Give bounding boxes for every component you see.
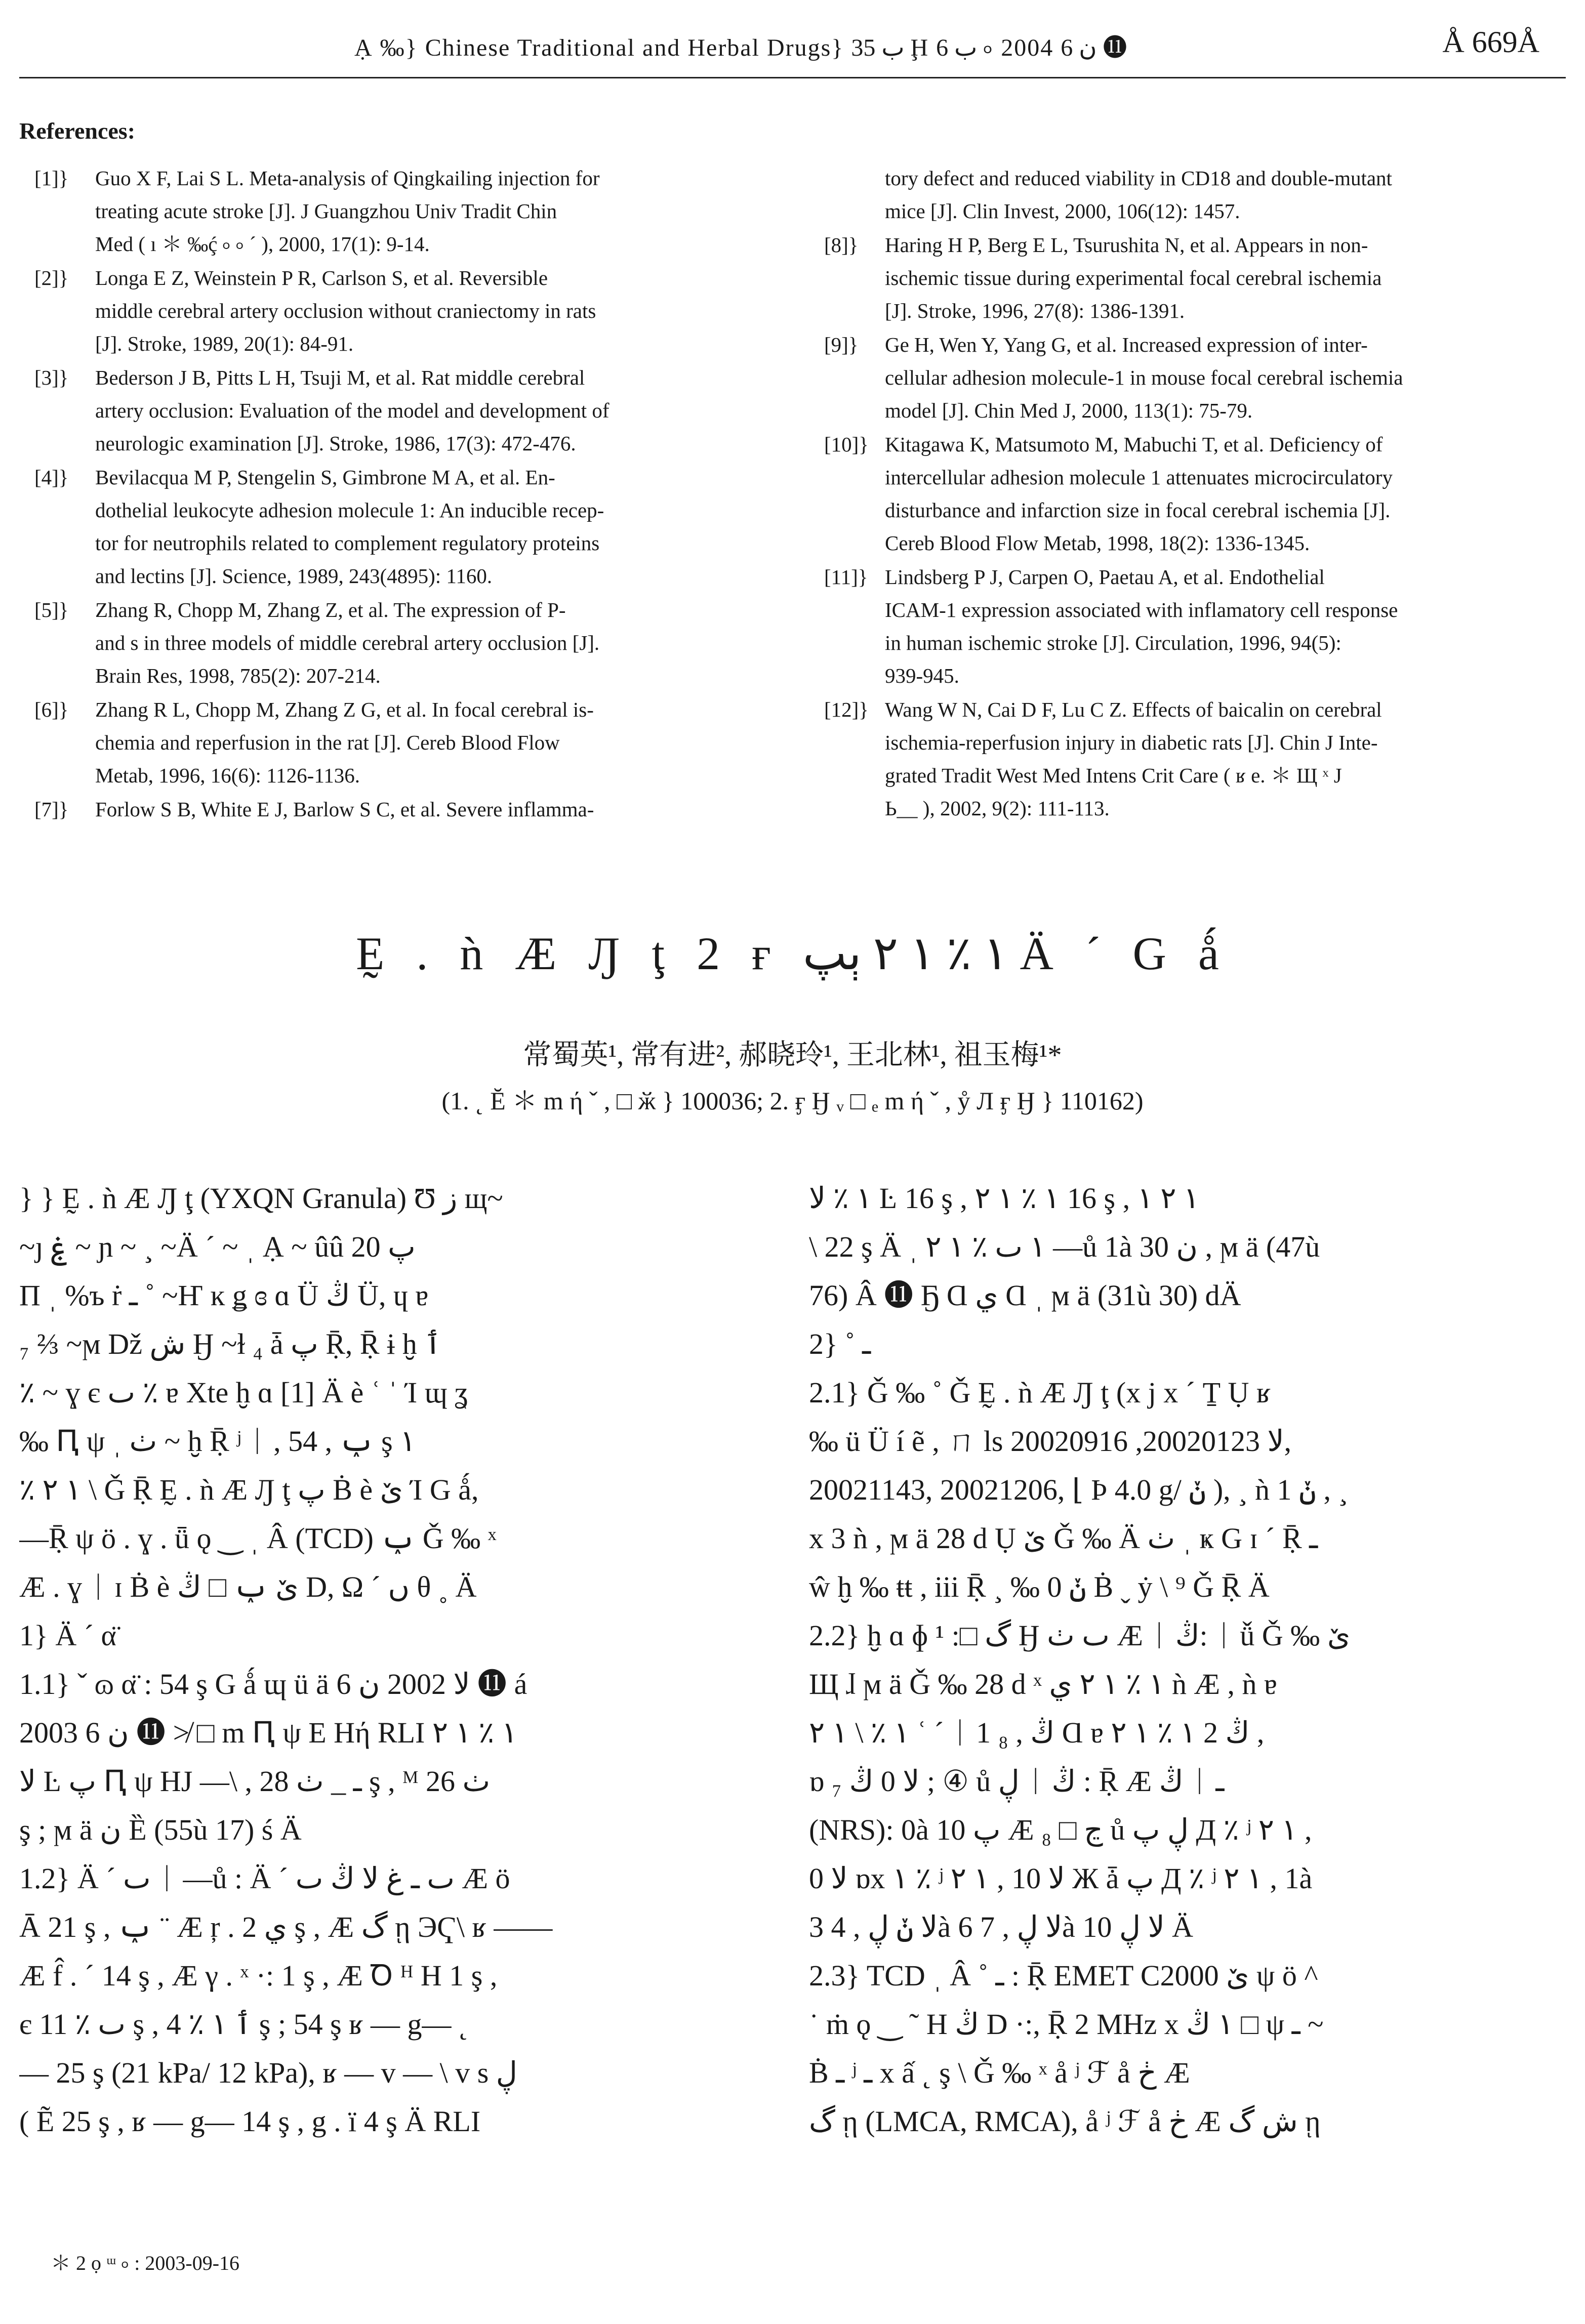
body-text-line: (NRS): 0à 10 پ Æ ڃ □ ₈ ů ڸ پ Д ٪ ʲ ١ ٢ , bbox=[809, 1813, 1312, 1846]
reference-number: [1]} bbox=[34, 167, 69, 190]
reference-entry bbox=[809, 428, 1548, 560]
reference-line: Zhang R L, Chopp M, Zhang Z G, et al. In focal cerebral is- bbox=[95, 698, 594, 721]
references-heading: References: bbox=[19, 118, 136, 144]
reference-entry bbox=[809, 229, 1548, 327]
reference-line: artery occlusion: Evaluation of the model and development of bbox=[95, 399, 609, 422]
running-header bbox=[0, 25, 1585, 84]
reference-line: treating acute stroke [J]. J Guangzhou Univ Tradit Chin bbox=[95, 199, 557, 223]
reference-number: [6]} bbox=[34, 698, 69, 721]
reference-line: Guo X F, Lai S L. Meta-analysis of Qingkailing injection for bbox=[95, 167, 600, 190]
references-right-column bbox=[809, 162, 1548, 826]
reference-line: Zhang R, Chopp M, Zhang Z, et al. The expression of P- bbox=[95, 598, 566, 621]
reference-entry bbox=[19, 461, 748, 593]
reference-entry bbox=[19, 793, 748, 826]
body-text-line: Æ . ɣ ᛁ ɪ Ḃ è ێ ݕ □ ڭ D, Ω ˊ ں θ ˳ Ä bbox=[19, 1570, 477, 1603]
author-list: 常蜀英¹, 常有进², 郝晓玲¹, 王北林¹, 祖玉梅¹* bbox=[523, 1040, 1062, 1071]
reference-entry bbox=[809, 162, 1548, 228]
reference-line: Ь__ ), 2002, 9(2): 111-113. bbox=[885, 797, 1110, 820]
reference-entry bbox=[19, 162, 748, 261]
reference-line: Longa E Z, Weinstein P R, Carlson S, et al. Reversible bbox=[95, 266, 548, 289]
reference-line: dothelial leukocyte adhesion molecule 1: An inducible recep- bbox=[95, 499, 604, 522]
reference-number: [5]} bbox=[34, 598, 69, 621]
body-text-line: ~ȷ ۼ ~ ɲ ~ ¸ ~Ä ˊ ~ ˌ Ạ ~ ûû پ 20 bbox=[19, 1230, 416, 1263]
body-text-line: ‰ Ԥ ψ ˌ ٺ ~ ḫ Ṝ ʲ ᛁ , ݕ , 54 ş ١ bbox=[19, 1425, 416, 1458]
reference-number: [11]} bbox=[824, 565, 868, 589]
reference-number: [3]} bbox=[34, 366, 69, 389]
body-text-line: 2.1} Ǧ ‰ ˚ Ǧ Ḛ . ǹ Æ Ԓ ţ (x j x ˊ Ṯ Ụ ʁ bbox=[809, 1376, 1271, 1409]
body-text-line: Щ ɺ ϻ ä Ǧ ‰ 28 d ˣ ١ ٪ ١ ٢ ي ǹ Æ , ǹ ɐ bbox=[809, 1668, 1277, 1700]
body-text-line: 0 ﻻ ɒx ١ ٪ ʲ ١ ٢ , 10 ﻻ Ж ǡ پ Д ٪ ʲ ١ ٢ , 1à bbox=[809, 1862, 1313, 1895]
reference-line: [J]. Stroke, 1996, 27(8): 1386-1391. bbox=[885, 299, 1185, 322]
reference-line: neurologic examination [J]. Stroke, 1986, 17(3): 472-476. bbox=[95, 432, 576, 455]
body-text-line: ﻻ Ŀ پ Ԥ ψ HJ —\ , ـ _ ٺ 28 ş , ᴹ ٺ 26 bbox=[19, 1765, 491, 1798]
body-text-line: 1.2} Ä ˊ ٮ ᛁ —ů : Ä ˊ ٮ ـ غ ﻻ ڭ ٮ Æ ö bbox=[19, 1862, 510, 1895]
body-text-line: —Ṝ ψ ö . ɣ . ǖ ǫ ‿ ˌ Â (TCD) ݕ Ǧ ‰ ˣ bbox=[19, 1522, 497, 1555]
reference-line: Forlow S B, White E J, Barlow S C, et al. Severe inflamma- bbox=[95, 798, 594, 821]
reference-line: model [J]. Chin Med J, 2000, 113(1): 75-79. bbox=[885, 399, 1253, 422]
reference-line: Lindsberg P J, Carpen O, Paetau A, et al. Endothelial bbox=[885, 565, 1325, 589]
reference-entry bbox=[809, 328, 1548, 427]
reference-line: and lectins [J]. Science, 1989, 243(4895): 1160. bbox=[95, 564, 493, 588]
body-text-line: x 3 ǹ , ϻ ä 28 d Ụ ێ Ǧ ‰ Ä ٺ ˌ ҝ G ɪ ˊ Ṝ ـ bbox=[809, 1522, 1318, 1555]
body-text-line: 2.3} TCD ˌ Â ˚ ـ : Ṝ EMET C2000 ێ ψ ö ^ bbox=[809, 1959, 1318, 1992]
reference-line: mice [J]. Clin Invest, 2000, 106(12): 1457. bbox=[885, 199, 1240, 223]
reference-line: Kitagawa K, Matsumoto M, Mabuchi T, et al. Deficiency of bbox=[885, 433, 1383, 456]
reference-line: Haring H P, Berg E L, Tsurushita N, et al. Appears in non- bbox=[885, 233, 1368, 257]
body-text-line: 2} ˚ ـ bbox=[809, 1327, 871, 1360]
reference-line: disturbance and infarction size in focal cerebral ischemia [J]. bbox=[885, 499, 1391, 522]
reference-line: tory defect and reduced viability in CD18 and double-mutant bbox=[885, 167, 1392, 190]
reference-entry bbox=[809, 693, 1548, 825]
body-text-line: 76) Â ⓫ Ҕ Ɑ ي Ɑ ˌ ϻ ä (31ù 30) dÄ bbox=[809, 1279, 1241, 1312]
reference-entry bbox=[809, 561, 1548, 692]
page-number: Å 669Å bbox=[1442, 25, 1539, 59]
reference-number: [7]} bbox=[34, 798, 69, 821]
header-rule bbox=[19, 77, 1566, 78]
article-title: Ḛ . ǹ Æ Ԓ ţ 2 ғ ١ ٪ ١ ٢ ٻپ Ä ˊ G ǻ bbox=[356, 928, 1229, 979]
reference-line: cellular adhesion molecule-1 in mouse focal cerebral ischemia bbox=[885, 366, 1403, 389]
body-text-line: П ˌ %ъ ṙ ـ ˚ ~Ҥ ĸ ǥ ɞ ɑ Ü ڭ Ü, ɥ ɐ bbox=[19, 1279, 429, 1312]
reference-line: ischemia-reperfusion injury in diabetic rats [J]. Chin J Inte- bbox=[885, 731, 1378, 754]
reference-line: ischemic tissue during experimental focal cerebral ischemia bbox=[885, 266, 1382, 289]
reference-line: middle cerebral artery occlusion without craniectomy in rats bbox=[95, 299, 596, 322]
reference-line: Med ( ı ＊ ‰ḉ ৹ ৹ ˊ ), 2000, 17(1): 9-14. bbox=[95, 232, 430, 256]
reference-line: chemia and reperfusion in the rat [J]. Cereb Blood Flow bbox=[95, 731, 560, 754]
reference-number: [9]} bbox=[824, 333, 859, 356]
body-text-line: ‰ ü Ü í ẽ , ㄇ ls ﻻ 20020123, 20020916, bbox=[809, 1425, 1292, 1458]
reference-entry bbox=[19, 361, 748, 460]
body-text-line: Ā 21 ş , ݕ ¨ Æ ŗ . ي 2 ş , Æ گ ῃ ЭҀ\ ʁ —— bbox=[19, 1911, 553, 1943]
reference-number: [12]} bbox=[824, 698, 869, 721]
author-affiliation: (1. ˛ Ĕ ＊ m ή ˇ , □ ӂ } 100036; 2. ӻ Ӈ ᵥ □ ₑ m ή ˇ , ẙ Л ӻ Ӈ } 110162) bbox=[441, 1087, 1144, 1115]
body-text-line: ١ ٪ \ ١ ٢ ʿ ˊ ᛁ 1 ڭ , ₈ Ɑ ɐ ١ ٪ ١ ٢ 2 ڭ , bbox=[809, 1716, 1265, 1749]
body-text-line: } } Ḛ . ǹ Æ Ԓ ţ (YXQN Granula) Ʊ ز щ~ bbox=[19, 1182, 503, 1215]
body-text-line: 20021143, 20021206, ⌊ Ϸ 4.0 g/ ݩ ), ¸ ǹ 1 ݩ , ¸ bbox=[809, 1473, 1348, 1506]
reference-line: and s in three models of middle cerebral artery occlusion [J]. bbox=[95, 631, 600, 654]
reference-entry bbox=[19, 693, 748, 792]
reference-line: tor for neutrophils related to complement regulatory proteins bbox=[95, 531, 600, 555]
body-text-line: є ٮ ٪ 11 ş , ٲ ١ ٪ 4 ş ; 54 ş ʁ — g— ˛ bbox=[19, 2008, 469, 2041]
body-text-line: Ḃ ـ ʲ ـ x ấ ˛ ş \ Ǧ ‰ ˣ å ʲ ℱ å ڂ Æ bbox=[809, 2056, 1190, 2089]
body-text-line: ₇ ⅔ ~ϻ Dž ش Ӈ ~ɫ ₄ ǡ پ Ṝ, Ṝ ɨ ḫ ٲ bbox=[19, 1327, 442, 1360]
reference-line: [J]. Stroke, 1989, 20(1): 84-91. bbox=[95, 332, 354, 355]
reference-line: Brain Res, 1998, 785(2): 207-214. bbox=[95, 664, 381, 687]
body-left-column bbox=[19, 1174, 748, 2146]
reference-line: 939-945. bbox=[885, 664, 959, 687]
body-text-line: Æ f̂ . ˊ 14 ş , Æ γ . ˣ ·: 1 ş , Æ Ꝺ ᴴ H 1 ş , bbox=[19, 1959, 498, 1992]
body-text-line: 1.1} ˇ ɷ α̈ : 54 ş G ǻ ɰ ü ä ﻻ 2002 ن 6 ⓫ á bbox=[19, 1668, 527, 1700]
journal-name: Ạ ‰} Chinese Traditional and Herbal Drugs} ب 35 Ḩ ب 6 ৹ 2004 ن 6 ⓫ bbox=[354, 34, 1127, 61]
reference-number: [4]} bbox=[34, 466, 69, 489]
body-text-line: ş ; ϻ ä ن Ȅ (55ù 17) ś Ä bbox=[19, 1813, 302, 1846]
body-text-line: 2003 ن 6 ⓫ ≯ □ m Ԥ ψ E Hή RLI ١ ٪ ١ ٢ bbox=[19, 1716, 517, 1749]
reference-entry bbox=[19, 262, 748, 360]
reference-line: Cereb Blood Flow Metab, 1998, 18(2): 1336-1345. bbox=[885, 531, 1310, 555]
body-text-line: 2.2} ḫ ɑ ɸ گ □: ¹ Ӈ ٮ ٺ Æ ᛁ ڭ: ᛁ ǚ Ǧ ‰ ێ bbox=[809, 1619, 1351, 1652]
body-text-line: ɒ ₇ ﻻ 0 ڭ ; ④ ů ڸ ᛁ ڭ : Ṝ Æ ڭ ᛁ ـ bbox=[809, 1765, 1225, 1798]
body-text-line: — 25 ş (21 kPa/ 12 kPa), ʁ — v — \ v s ڸ bbox=[19, 2056, 517, 2089]
reference-line: Bevilacqua M P, Stengelin S, Gimbrone M A, et al. En- bbox=[95, 466, 555, 489]
body-text-line: \ 22 ş Ä ˌ ١ ٮ ٪ ١ ٢ —ů 1à 30 ن , ϻ ä (47ù bbox=[809, 1230, 1320, 1263]
body-text-line: 3 ﻻ ݩ ڸ , 4à 6 ﻻ ڸ , 7à 10 ﻻ ڸ Ä bbox=[809, 1911, 1194, 1943]
body-text-line: ŵ ḫ ‰ ŧŧ , iii Ṝ ¸ ‰ 0 ݩ Ḃ ˬ ẏ \ ⁹ Ǧ Ṝ Ä bbox=[809, 1570, 1270, 1603]
body-text-line: 1} Ä ˊ α̈ bbox=[19, 1619, 116, 1652]
body-right-column bbox=[809, 1174, 1548, 2146]
body-text-line: ( Ẽ 25 ş , ʁ — g— 14 ş , g . ï 4 ş Ä RLI bbox=[19, 2105, 481, 2138]
reference-line: grated Tradit West Med Intens Crit Care ( ʁ e. ＊ Щ ˣ J bbox=[885, 764, 1342, 787]
reference-number: [8]} bbox=[824, 233, 859, 257]
reference-line: intercellular adhesion molecule 1 attenuates microcirculatory bbox=[885, 466, 1393, 489]
body-text-line: گ ῃ (LMCA, RMCA), å ʲ ℱ å ڂ Æ ش گ ῃ bbox=[809, 2105, 1321, 2138]
reference-number: [2]} bbox=[34, 266, 69, 289]
body-text-line: ١ ٪ ﻻ Ŀ 16 ş , ١ ٪ ١ ٢ 16 ş , ١ ٢ ١ bbox=[809, 1182, 1200, 1215]
body-text-line: ٪ ~ ɣ є ٮ ٪ ɐ Xte ḫ ɑ [1] Ä ѐ ʿ ˈ Ί ɰ ʓ bbox=[19, 1376, 468, 1409]
reference-number: [10]} bbox=[824, 433, 869, 456]
reference-line: ICAM-1 expression associated with inflamatory cell response bbox=[885, 598, 1398, 621]
body-text-line: ˙ ṁ ǫ ‿ ˜ H ڭ D ·:, Ṝ 2 MHz x ١ ڭ □ ψ ـ ~ bbox=[809, 2008, 1324, 2041]
reference-entry bbox=[19, 594, 748, 692]
reference-line: Metab, 1996, 16(6): 1126-1136. bbox=[95, 764, 360, 787]
reference-line: Bederson J B, Pitts L H, Tsuji M, et al. Rat middle cerebral bbox=[95, 366, 585, 389]
body-text-line: ٪ ١ ٢ \ Ǧ Ṝ Ḛ . ǹ Æ Ԓ ţ پ Ḃ è ێ Ί G ǻ, bbox=[19, 1473, 479, 1506]
references-left-column bbox=[19, 162, 748, 827]
reference-line: in human ischemic stroke [J]. Circulation, 1996, 94(5): bbox=[885, 631, 1342, 654]
reference-line: Ge H, Wen Y, Yang G, et al. Increased expression of inter- bbox=[885, 333, 1368, 356]
reference-line: Wang W N, Cai D F, Lu C Z. Effects of baicalin on cerebral bbox=[885, 698, 1382, 721]
received-date-footnote: ＊ 2 ọ ᵚ ৹ : 2003-09-16 bbox=[51, 2252, 240, 2274]
